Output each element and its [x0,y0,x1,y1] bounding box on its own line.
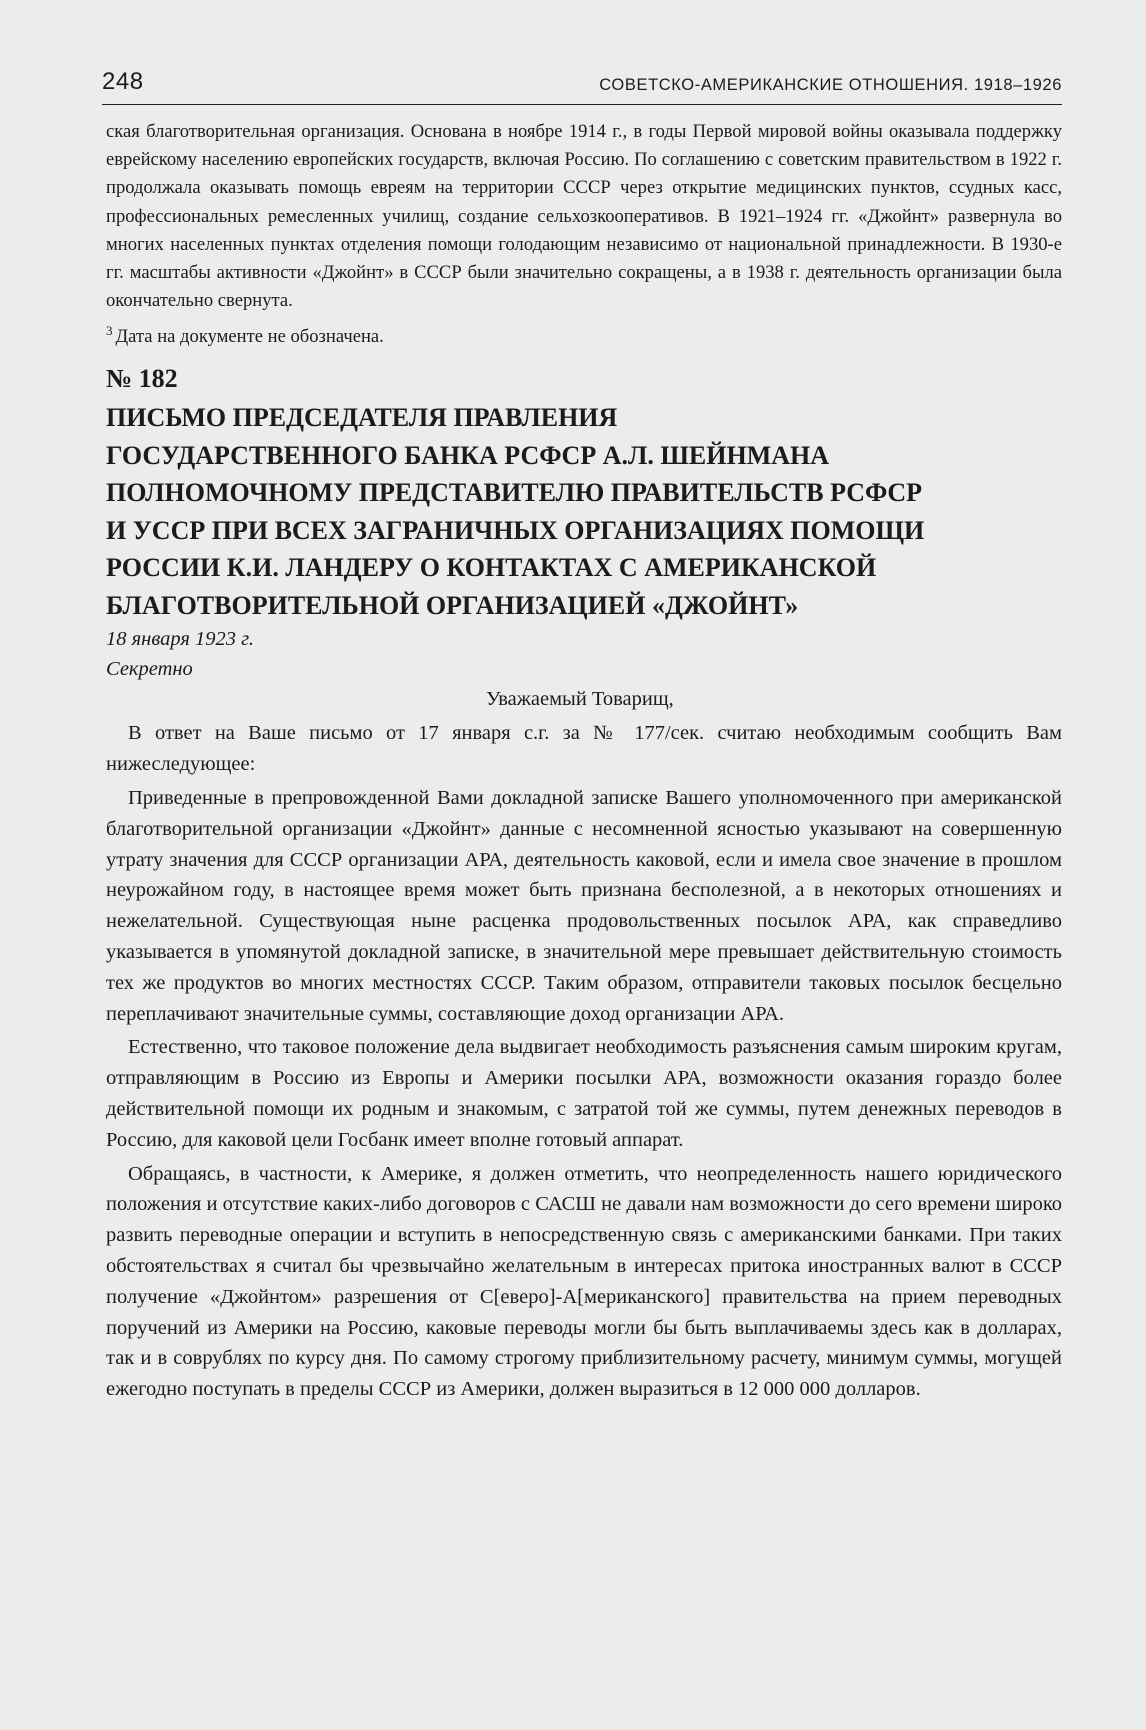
page-content [106,118,1062,1405]
footnote-text: Дата на документе не обозначена. [115,326,384,348]
page-number: 248 [102,68,144,95]
body-paragraph: В ответ на Ваше письмо от 17 января с.г. за № 177/сек. считаю необходимым сообщить Вам нижеследующее: [106,722,1062,776]
running-title: СОВЕТСКО-АМЕРИКАНСКИЕ ОТНОШЕНИЯ. 1918–1926 [599,76,1062,94]
document-title [106,399,1062,624]
footnote-continuation: ская благотворительная организация. Основана в ноябре 1914 г., в годы Первой мировой войны оказывала поддержку еврейскому населению европейских государств, включая Россию. По соглашению с советским правительством в 1922 г. продолжала оказывать помощь евреям на территории СССР через открытие медицинских пунктов, ссудных касс, профессиональных ремесленных училищ, создание сельхозкооперативов. В 1921–1924 гг. «Джойнт» развернула во многих населенных пунктах отделения помощи голодающим независимо от национальной принадлежности. В 1930-е гг. масштабы активности «Джойнт» в СССР были значительно сокращены, а в 1938 г. деятельность организации была окончательно свернута. [106,121,1062,312]
title-line: И УССР ПРИ ВСЕХ ЗАГРАНИЧНЫХ ОРГАНИЗАЦИЯХ ПОМОЩИ [106,515,925,545]
document-date: 18 января 1923 г. [106,628,254,651]
title-line: ПИСЬМО ПРЕДСЕДАТЕЛЯ ПРАВЛЕНИЯ [106,403,618,433]
title-line: ПОЛНОМОЧНОМУ ПРЕДСТАВИТЕЛЮ ПРАВИТЕЛЬСТВ РСФСР [106,478,923,508]
document-number: № 182 [106,364,178,394]
title-line: БЛАГОТВОРИТЕЛЬНОЙ ОРГАНИЗАЦИЕЙ «ДЖОЙНТ» [106,590,799,620]
page-header [102,64,1062,105]
salutation: Уважаемый Товарищ, [486,688,674,711]
body-paragraph: Приведенные в препровожденной Вами докладной записке Вашего уполномоченного при американской благотворительной организации «Джойнт» данные с несомненной ясностью указывают на совершенную утрату значения для СССР организации АРА, деятельность каковой, если и имела свое значение в прошлом неурожайном году, в настоящее время может быть признана бесполезной, а в некоторых отношениях и нежелательной. Существующая ныне расценка продовольственных посылок АРА, как справедливо указывается в упомянутой докладной записке, в значительной мере превышает действительную стоимость тех же продуктов во многих местностях СССР. Таким образом, отправители таковых посылок бесцельно переплачивают значительные суммы, составляющие доход организации АРА. [106,787,1062,1025]
footnote-marker: 3 [106,323,113,339]
body-paragraph: Естественно, что таковое положение дела выдвигает необходимость разъяснения самым широким кругам, отправляющим в Россию из Европы и Америки посылки АРА, возможности оказания гораздо более действительной помощи их родным и знакомым, с затратой той же суммы, путем денежных переводов в Россию, для каковой цели Госбанк имеет вполне готовый аппарат. [106,1036,1062,1151]
title-line: ГОСУДАРСТВЕННОГО БАНКА РСФСР А.Л. ШЕЙНМАНА [106,440,830,470]
footnote-3 [106,317,1062,351]
body-paragraph: Обращаясь, в частности, к Америке, я должен отметить, что неопределенность нашего юридического положения и отсутствие каких-либо договоров с САСШ не давали нам возможности до сего времени широко развить переводные операции и вступить в непосредственную связь с американскими банками. При таких обстоятельствах я считал бы чрезвычайно желательным в интересах притока иностранных валют в СССР получение «Джойнтом» разрешения от С[еверо]-А[мериканского] правительства на прием переводных поручений из Америки на Россию, каковые переводы могли бы быть выплачиваемы здесь как в долларах, так и в соврублях по курсу дня. По самому строгому приблизительному расчету, минимум суммы, могущей ежегодно поступать в пределы СССР из Америки, должен выразиться в 12 000 000 долларов. [106,1162,1062,1401]
document-classification: Секретно [106,658,193,681]
title-line: РОССИИ К.И. ЛАНДЕРУ О КОНТАКТАХ С АМЕРИКАНСКОЙ [106,553,877,583]
